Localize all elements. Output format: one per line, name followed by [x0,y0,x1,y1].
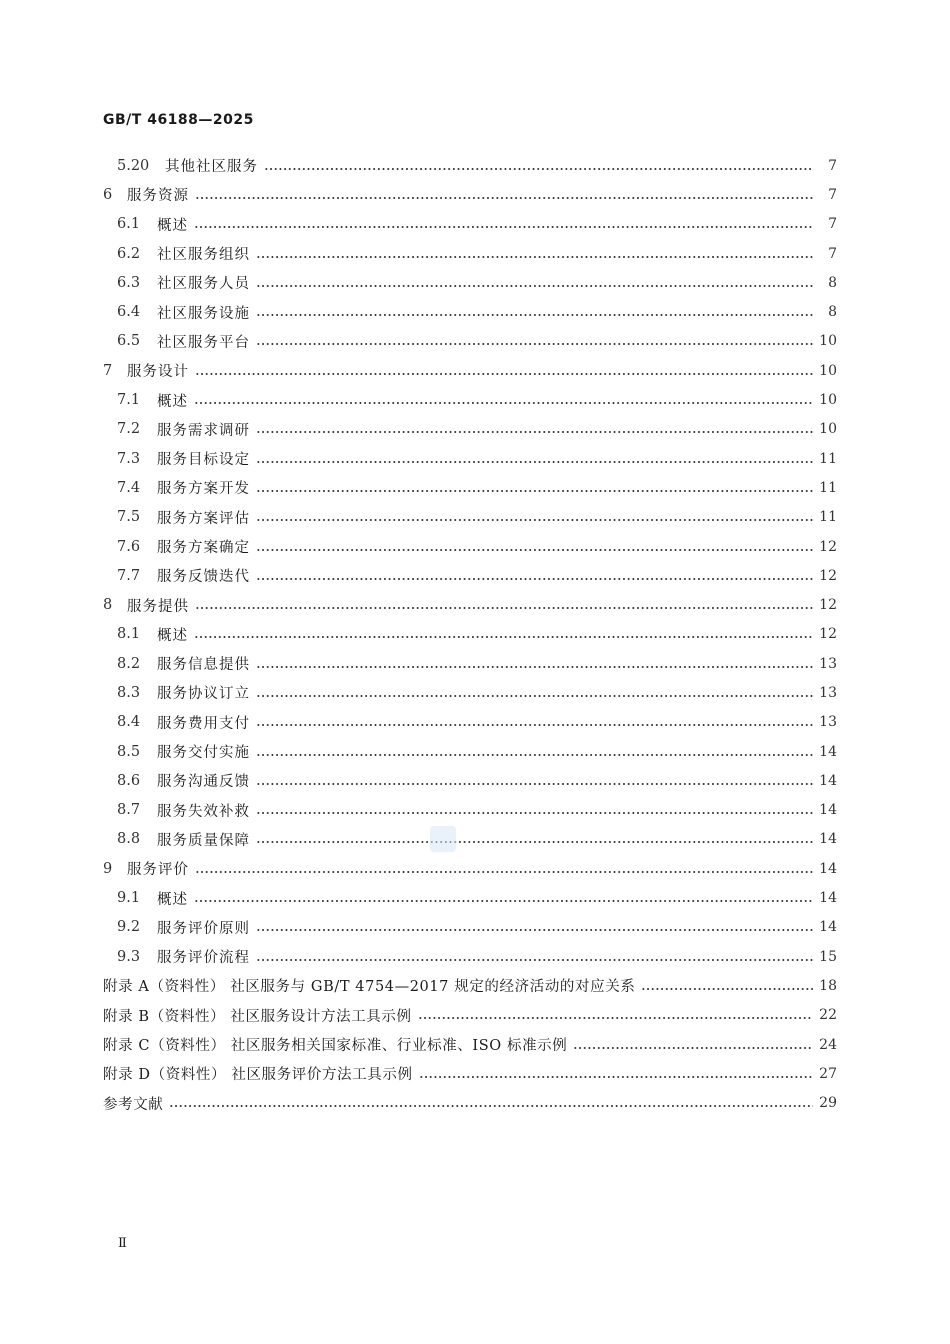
toc-entry-page: 12 [819,567,837,584]
dot-leader [256,549,813,551]
toc-entry-title: 服务评价 [127,862,189,879]
toc-entry-number: 6.1 [117,216,141,233]
dot-leader [169,1105,813,1107]
toc-entry-page: 8 [828,274,837,291]
dot-leader [256,256,813,258]
toc-entry-page: 14 [819,890,837,907]
toc-entry[interactable] [103,385,837,414]
toc-entry[interactable] [103,239,837,268]
dot-leader [194,636,813,638]
toc-entry-title: 附录 C（资料性） 社区服务相关国家标准、行业标准、ISO 标准示例 [103,1038,568,1055]
toc-entry-page: 22 [819,1007,837,1024]
toc-entry[interactable] [103,415,837,444]
toc-entry[interactable] [103,1001,837,1030]
dot-leader [256,929,813,931]
toc-entry-number: 8.7 [117,802,141,819]
toc-entry-page: 7 [828,216,837,233]
dot-leader [195,373,813,375]
toc-entry-number: 8.5 [117,743,141,760]
toc-entry-title: 服务评价流程 [157,950,250,967]
dot-leader [194,226,813,228]
dot-leader [256,724,813,726]
toc-entry-title: 社区服务设施 [157,305,250,322]
toc-entry-title: 概述 [157,217,188,234]
dot-leader [256,519,813,521]
toc-entry-page: 27 [819,1065,837,1082]
toc-entry[interactable] [103,649,837,678]
toc-entry-title: 社区服务组织 [157,247,250,264]
toc-entry-page: 12 [819,538,837,555]
toc-entry-title: 服务方案确定 [157,540,250,556]
toc-entry-number: 6 [103,186,113,203]
toc-entry-page: 13 [819,714,837,731]
toc-entry-title: 服务失效补救 [157,803,250,820]
toc-entry-number: 8.4 [117,714,141,731]
toc-entry[interactable] [103,503,837,532]
toc-entry-number: 9.3 [117,948,141,965]
toc-entry-title: 服务评价原则 [157,920,250,937]
toc-entry-number: 9.1 [117,890,141,907]
toc-entry[interactable] [103,532,837,561]
toc-entry-number: 8.2 [117,655,141,672]
toc-entry[interactable] [103,297,837,326]
dot-leader [256,959,813,961]
dot-leader [256,314,813,316]
toc-entry[interactable] [103,766,837,795]
toc-entry[interactable] [103,913,837,942]
toc-entry-number: 9.2 [117,919,141,936]
toc-entry-title: 服务目标设定 [157,452,250,469]
toc-entry-title: 附录 B（资料性） 社区服务设计方法工具示例 [103,1008,412,1025]
toc-entry-title: 服务提供 [127,598,189,615]
toc-entry-number: 8.1 [117,626,141,643]
toc-entry-page: 14 [819,831,837,848]
dot-leader [195,871,813,873]
toc-entry-page: 10 [819,421,837,438]
toc-entry-page: 10 [819,333,837,350]
toc-entry-title: 概述 [157,393,188,410]
toc-entry[interactable] [103,327,837,356]
dot-leader [194,900,813,902]
toc-entry-page: 14 [819,919,837,936]
toc-entry-number: 7.3 [117,450,141,467]
toc-entry-page: 8 [828,304,837,321]
dot-leader [256,578,813,580]
toc-entry[interactable] [103,971,837,1000]
toc-entry[interactable] [103,678,837,707]
dot-leader [256,285,813,287]
toc-entry-title: 附录 A（资料性） 社区服务与 GB/T 4754—2017 规定的经济活动的对应关系 [103,979,636,996]
toc-entry-page: 7 [828,245,837,262]
dot-leader [264,168,813,170]
toc-entry[interactable] [103,796,837,825]
dot-leader [256,841,813,843]
watermark-logo [430,826,456,852]
toc-entry-page: 14 [819,743,837,760]
toc-entry-number: 6.5 [117,333,141,350]
toc-entry-number: 5.20 [117,157,150,174]
dot-leader [256,490,813,492]
toc-entry[interactable] [103,825,837,854]
toc-entry-title: 附录 D（资料性） 社区服务评价方法工具示例 [103,1067,413,1084]
dot-leader [256,343,813,345]
toc-entry[interactable] [103,590,837,619]
toc-entry-title: 服务设计 [127,364,189,381]
toc-entry-number: 7.6 [117,538,141,555]
toc-entry-page: 13 [819,655,837,672]
toc-entry[interactable] [103,942,837,971]
toc-entry-page: 15 [819,948,837,965]
toc-entry-number: 6.2 [117,245,141,262]
toc-entry[interactable] [103,1059,837,1088]
toc-entry[interactable] [103,708,837,737]
toc-entry-title: 其他社区服务 [165,159,258,176]
toc-entry-title: 服务交付实施 [157,745,250,762]
toc-entry-number: 6.4 [117,304,141,321]
toc-entry[interactable] [103,561,837,590]
table-of-contents [103,151,837,1118]
toc-entry[interactable] [103,473,837,502]
toc-entry-number: 8 [103,597,113,614]
toc-entry[interactable] [103,151,837,180]
standard-code: GB/T 46188—2025 [103,112,254,128]
toc-entry-title: 概述 [157,627,188,644]
toc-entry-number: 7.5 [117,509,141,526]
dot-leader [256,754,813,756]
toc-entry[interactable] [103,737,837,766]
toc-entry-page: 24 [819,1036,837,1053]
toc-entry[interactable] [103,620,837,649]
toc-entry[interactable] [103,180,837,209]
toc-entry-title: 服务反馈迭代 [157,569,250,586]
toc-entry-number: 7 [103,362,113,379]
toc-entry-title: 社区服务人员 [157,276,250,293]
toc-entry-title: 概述 [157,891,188,908]
dot-leader [256,431,813,433]
dot-leader [641,988,813,990]
toc-entry[interactable] [103,356,837,385]
toc-entry-title: 社区服务平台 [157,334,250,351]
dot-leader [419,1076,813,1078]
toc-entry-page: 14 [819,860,837,877]
toc-entry-title: 服务信息提供 [157,657,250,674]
toc-entry-title: 服务方案评估 [157,510,250,527]
toc-entry-title: 服务需求调研 [157,422,250,439]
dot-leader [418,1017,813,1019]
toc-entry-page: 10 [819,392,837,409]
dot-leader [573,1047,813,1049]
toc-entry-page: 11 [819,450,837,467]
toc-entry-page: 10 [819,362,837,379]
dot-leader [256,812,813,814]
toc-entry[interactable] [103,854,837,883]
toc-entry-number: 8.6 [117,772,141,789]
toc-entry[interactable] [103,444,837,473]
toc-entry-page: 7 [828,186,837,203]
toc-entry-number: 7.1 [117,392,141,409]
toc-entry-page: 11 [819,509,837,526]
toc-entry-number: 7.7 [117,567,141,584]
dot-leader [194,402,813,404]
toc-entry-page: 7 [828,157,837,174]
toc-entry-number: 8.8 [117,831,141,848]
page-number: Ⅱ [118,1236,127,1251]
dot-leader [195,607,813,609]
toc-entry-number: 6.3 [117,274,141,291]
toc-entry[interactable] [103,268,837,297]
toc-entry-number: 9 [103,860,113,877]
toc-entry-page: 29 [819,1095,837,1112]
toc-entry-page: 12 [819,626,837,643]
toc-entry-number: 8.3 [117,684,141,701]
toc-entry-page: 11 [819,479,837,496]
toc-entry[interactable] [103,1030,837,1059]
toc-entry-title: 服务沟通反馈 [157,774,250,791]
toc-entry-page: 13 [819,684,837,701]
dot-leader [256,783,813,785]
dot-leader [256,695,813,697]
dot-leader [256,666,813,668]
toc-entry[interactable] [103,883,837,912]
toc-entry-number: 7.2 [117,421,141,438]
toc-entry-title: 参考文献 [103,1096,164,1113]
toc-entry[interactable] [103,1089,837,1118]
toc-entry-page: 12 [819,597,837,614]
toc-entry-title: 服务质量保障 [157,832,250,849]
toc-entry-page: 14 [819,772,837,789]
toc-entry-title: 服务协议订立 [157,686,250,703]
dot-leader [256,461,813,463]
toc-entry-title: 服务方案开发 [157,481,250,498]
toc-entry-title: 服务资源 [127,188,189,205]
toc-entry-page: 14 [819,802,837,819]
toc-entry-title: 服务费用支付 [157,715,250,732]
toc-entry-number: 7.4 [117,479,141,496]
toc-entry-page: 18 [819,977,837,994]
toc-entry[interactable] [103,210,837,239]
dot-leader [195,197,813,199]
